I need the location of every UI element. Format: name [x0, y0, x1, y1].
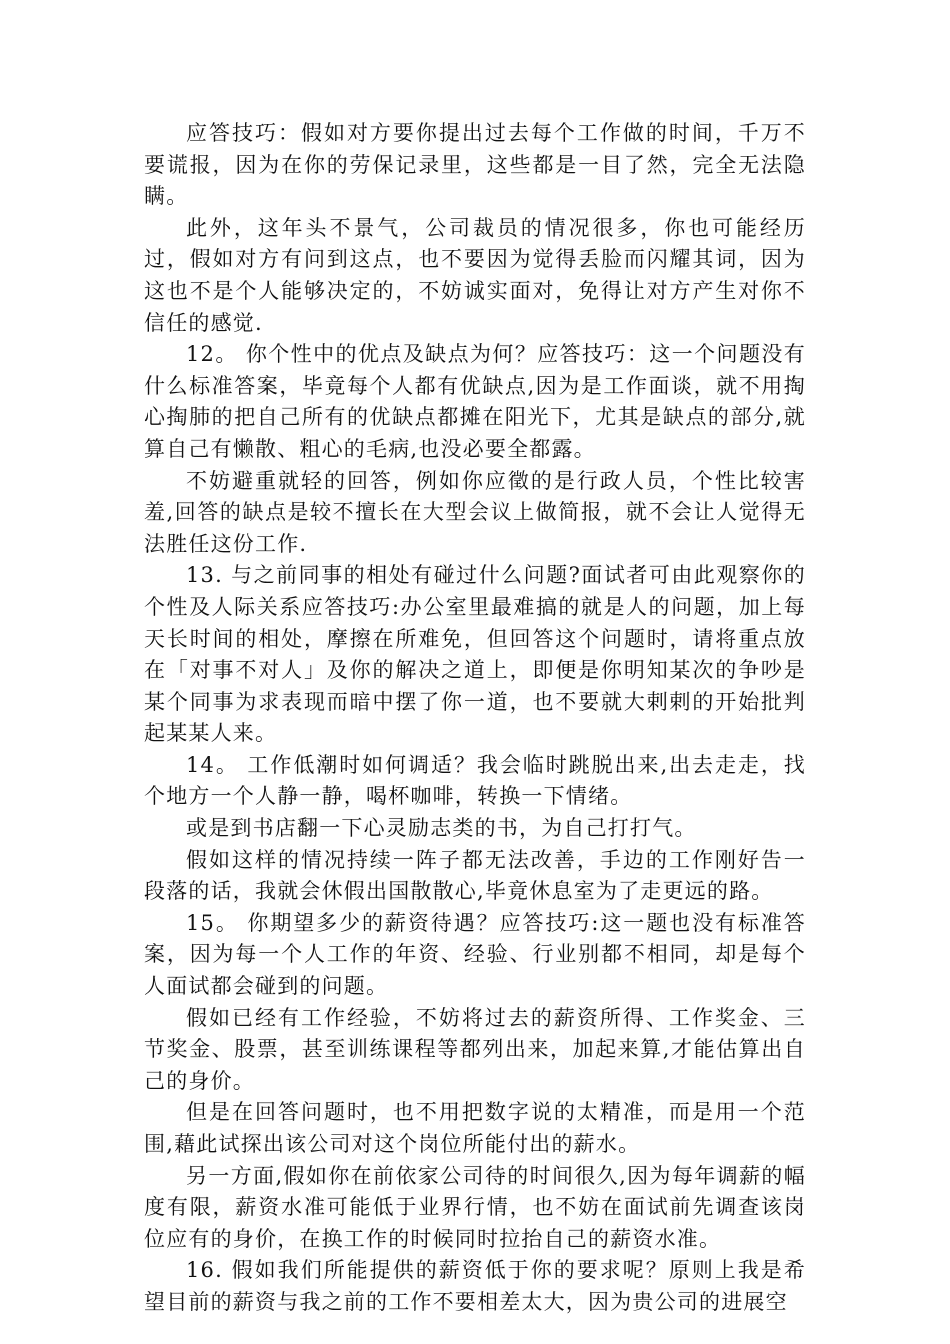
paragraph-5: 13. 与之前同事的相处有碰过什么问题?面试者可由此观察你的个性及人际关系应答技巧:办公室里最难搞的就是人的问题，加上每天长时间的相处，摩擦在所难免，但回答这个问题时，请将重点放在「对事不对人」及你的解决之道上，即便是你明知某次的争吵是某个同事为求表现而暗中摆了你一道，也不要就大剌剌的开始批判起某某人来。: [144, 563, 806, 746]
paragraph-11: 但是在回答问题时，也不用把数字说的太精准，而是用一个范围,藉此试探出该公司对这个岗位所能付出的薪水。: [144, 1100, 806, 1156]
paragraph-10: 假如已经有工作经验，不妨将过去的薪资所得、工作奖金、三节奖金、股票，甚至训练课程等都列出来，加起来算,才能估算出自己的身价。: [144, 1005, 806, 1093]
paragraph-6: 14。 工作低潮时如何调适？我会临时跳脱出来,出去走走，找个地方一个人静一静，喝杯咖啡，转换一下情绪。: [144, 752, 806, 809]
paragraph-3: 12。 你个性中的优点及缺点为何？应答技巧：这一个问题没有什么标准答案，毕竟每个人都有优缺点,因为是工作面谈，就不用掏心掏肺的把自己所有的优缺点都摊在阳光下，尤其是缺点的部分,就算自己有懒散、粗心的毛病,也没必要全都露。: [144, 342, 806, 461]
paragraph-7: 或是到书店翻一下心灵励志类的书，为自己打打气。: [186, 816, 697, 841]
paragraph-9: 15。 你期望多少的薪资待遇？应答技巧:这一题也没有标准答案，因为每一个人工作的年资、经验、行业别都不相同，却是每个人面试都会碰到的问题。: [144, 910, 806, 999]
paragraph-8: 假如这样的情况持续一阵子都无法改善，手边的工作刚好告一段落的话，我就会休假出国散散心,毕竟休息室为了走更远的路。: [144, 847, 806, 904]
paragraph-12: 另一方面,假如你在前依家公司待的时间很久,因为每年调薪的幅度有限，薪资水准可能低于业界行情，也不妨在面试前先调查该岗位应有的身价，在换工作的时候同时拉抬自己的薪资水准。: [144, 1163, 806, 1251]
paragraph-4: 不妨避重就轻的回答，例如你应徵的是行政人员，个性比较害羞,回答的缺点是较不擅长在大型会议上做简报，就不会让人觉得无法胜任这份工作.: [144, 468, 806, 556]
document-page: [144, 118, 806, 1319]
paragraph-13: 16. 假如我们所能提供的薪资低于你的要求呢？原则上我是希望目前的薪资与我之前的工作不要相差太大，因为贵公司的进展空: [144, 1258, 806, 1314]
paragraph-2: 此外，这年头不景气，公司裁员的情况很多，你也可能经历过，假如对方有问到这点，也不要因为觉得丢脸而闪耀其词，因为这也不是个人能够决定的，不妨诚实面对，免得让对方产生对你不信任的感觉.: [144, 215, 806, 335]
paragraph-1: 应答技巧：假如对方要你提出过去每个工作做的时间，千万不要谎报，因为在你的劳保记录里，这些都是一目了然，完全无法隐瞒。: [144, 121, 806, 209]
